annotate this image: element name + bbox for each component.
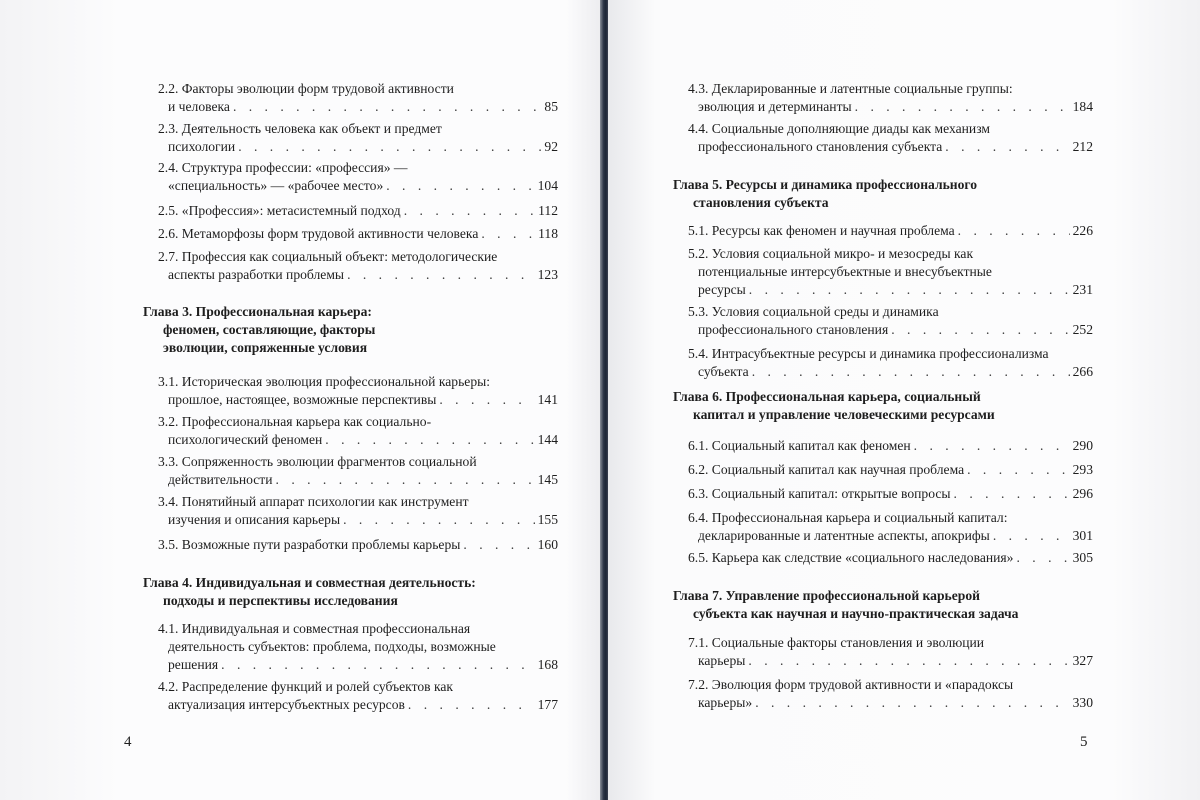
toc-entry: 2.7. Профессия как социальный объект: методологические аспекты разработки проблемы . . . 123 (158, 248, 558, 284)
toc-entry: 6.1. Социальный капитал как феномен . . . 290 (688, 437, 1093, 455)
chapter-heading: Глава 4. Индивидуальная и совместная деятельность: подходы и перспективы исследования (143, 575, 476, 608)
toc-entry: 5.4. Интрасубъектные ресурсы и динамика профессионализма субъекта . . . 266 (688, 345, 1093, 381)
page-ref: 123 (537, 267, 558, 282)
toc-entry: 3.3. Сопряженность эволюции фрагментов социальной действительности . . . 145 (158, 453, 558, 489)
chapter-heading: Глава 6. Профессиональная карьера, социальный капитал и управление человеческими ресурсами (673, 389, 995, 422)
toc-entry: 3.2. Профессиональная карьера как социально- психологический феномен . . . 144 (158, 413, 558, 449)
page-ref: 145 (537, 472, 558, 487)
page-ref: 301 (1072, 528, 1093, 543)
page-ref: 118 (538, 226, 558, 241)
page-ref: 290 (1072, 438, 1093, 453)
toc-entry: 7.2. Эволюция форм трудовой активности и «парадоксы карьеры» . . . 330 (688, 676, 1093, 712)
page-ref: 226 (1072, 223, 1093, 238)
page-ref: 92 (544, 139, 558, 154)
toc-entry: 2.6. Метаморфозы форм трудовой активности человека . . . 118 (158, 225, 558, 243)
toc-entry: 6.5. Карьера как следствие «социального наследования» . . . 305 (688, 549, 1093, 567)
page-ref: 296 (1072, 486, 1093, 501)
page-ref: 293 (1072, 462, 1093, 477)
toc-entry: 4.3. Декларированные и латентные социальные группы: эволюция и детерминанты . . . 184 (688, 80, 1093, 116)
right-toc (608, 0, 1200, 800)
toc-entry: 6.3. Социальный капитал: открытые вопросы . . . 296 (688, 485, 1093, 503)
page-ref: 141 (537, 392, 558, 407)
chapter-heading: Глава 7. Управление профессиональной карьерой субъекта как научная и научно-практическая задача (673, 588, 1019, 621)
page-ref: 305 (1072, 550, 1093, 565)
toc-entry: 2.2. Факторы эволюции форм трудовой активности и человека . . . 85 (158, 80, 558, 116)
chapter-heading: Глава 5. Ресурсы и динамика профессионального становления субъекта (673, 177, 978, 210)
page-ref: 266 (1072, 364, 1093, 379)
toc-entry: 2.5. «Профессия»: метасистемный подход . . . 112 (158, 202, 558, 220)
page-ref: 177 (537, 697, 558, 712)
toc-entry: 4.4. Социальные дополняющие диады как механизм профессионального становления субъекта . . . 212 (688, 120, 1093, 156)
toc-entry: 3.5. Возможные пути разработки проблемы карьеры . . . 160 (158, 536, 558, 554)
page-ref: 85 (544, 99, 558, 114)
toc-entry: 4.2. Распределение функций и ролей субъектов как актуализация интерсубъектных ресурсов . . . 177 (158, 678, 558, 714)
toc-entry: 6.2. Социальный капитал как научная проблема . . . 293 (688, 461, 1093, 479)
page-ref: 327 (1072, 653, 1093, 668)
toc-entry: 5.1. Ресурсы как феномен и научная проблема . . . 226 (688, 222, 1093, 240)
page-ref: 168 (537, 657, 558, 672)
toc-entry: 3.4. Понятийный аппарат психологии как инструмент изучения и описания карьеры . . . 155 (158, 493, 558, 529)
toc-entry: 7.1. Социальные факторы становления и эволюции карьеры . . . 327 (688, 634, 1093, 670)
toc-entry: 2.3. Деятельность человека как объект и предмет психологии . . . 92 (158, 120, 558, 156)
page-ref: 212 (1072, 139, 1093, 154)
page-ref: 112 (538, 203, 558, 218)
page-number: 4 (124, 734, 132, 750)
page-ref: 231 (1072, 282, 1093, 297)
toc-entry: 3.1. Историческая эволюция профессиональной карьеры: прошлое, настоящее, возможные перспективы . . . 141 (158, 373, 558, 409)
toc-entry: 2.4. Структура профессии: «профессия» — «специальность» — «рабочее место» . . . 104 (158, 159, 558, 195)
page-ref: 160 (537, 537, 558, 552)
page-number: 5 (1080, 734, 1088, 750)
toc-entry: 5.3. Условия социальной среды и динамика профессионального становления . . . 252 (688, 303, 1093, 339)
page-ref: 155 (537, 512, 558, 527)
page-ref: 330 (1072, 695, 1093, 710)
toc-entry: 4.1. Индивидуальная и совместная профессиональная деятельность субъектов: проблема, подходы, возможные решения . . . 168 (158, 620, 558, 674)
right-page (608, 0, 1200, 800)
chapter-heading: Глава 3. Профессиональная карьера: феномен, составляющие, факторы эволюции, сопряженные условия (143, 304, 376, 355)
page-ref: 144 (537, 432, 558, 447)
page-ref: 184 (1072, 99, 1093, 114)
toc-entry: 6.4. Профессиональная карьера и социальный капитал: декларированные и латентные аспекты, апокрифы . . . 301 (688, 509, 1093, 545)
page-ref: 252 (1072, 322, 1093, 337)
toc-entry: 5.2. Условия социальной микро- и мезосреды как потенциальные интерсубъектные и внесубъектные ресурсы . . . 231 (688, 245, 1093, 299)
page-ref: 104 (537, 178, 558, 193)
